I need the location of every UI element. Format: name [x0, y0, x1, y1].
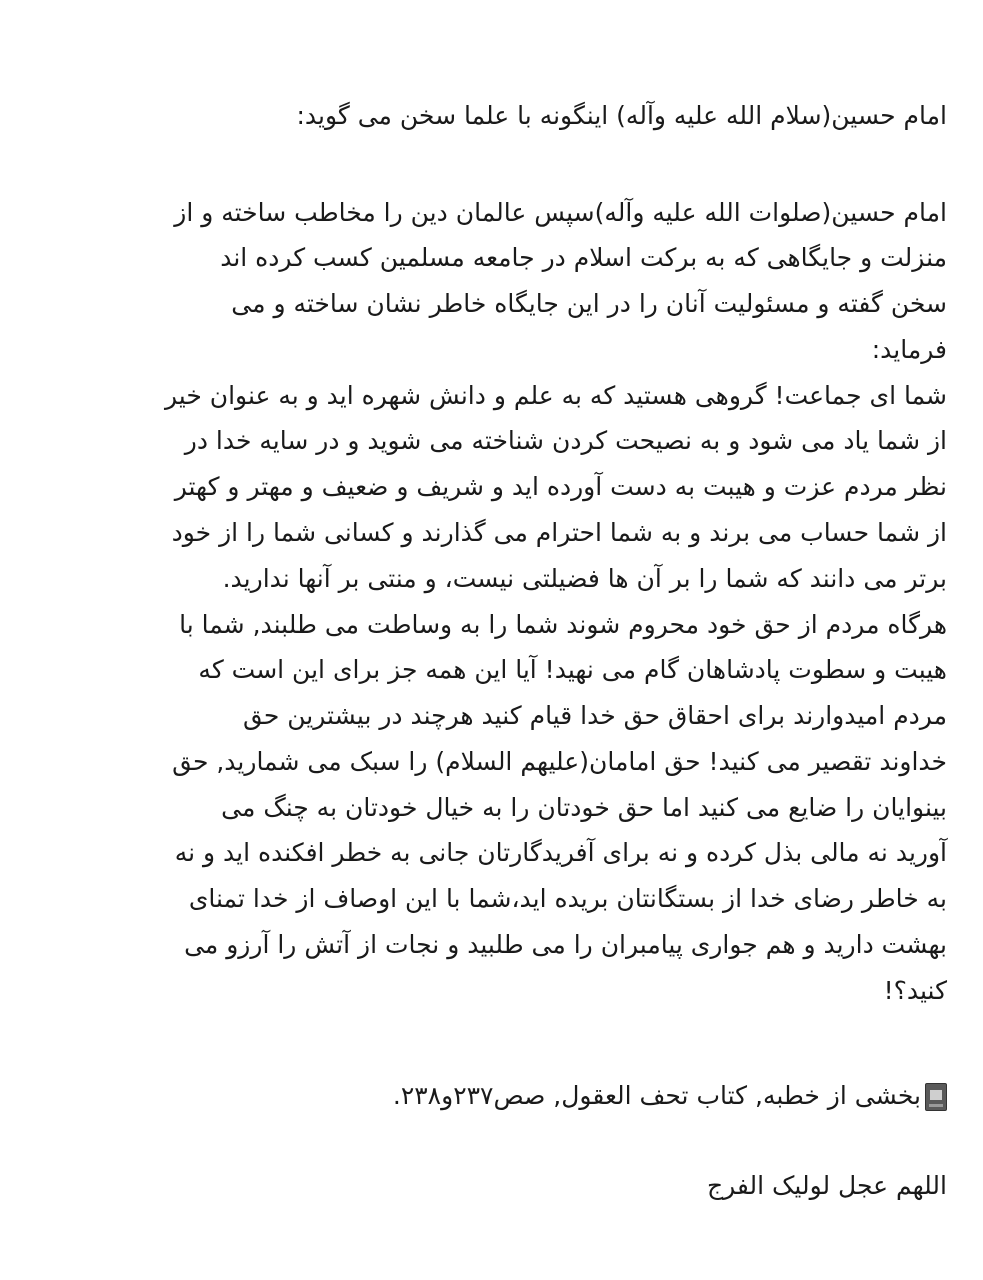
body-line: مردم امیدوارند برای احقاق حق خدا قیام کنید هرچند در بیشترین حق — [243, 701, 947, 730]
body-line: خداوند تقصیر می کنید! حق امامان(علیهم السلام) را سبک می شمارید, حق — [172, 747, 947, 776]
book-icon — [925, 1083, 947, 1111]
closing-prayer: اللهم عجل لولیک الفرج — [706, 1171, 947, 1200]
source-text: بخشی از خطبه, کتاب تحف العقول, صص۲۳۷و۲۳۸. — [392, 1081, 921, 1110]
body-line: آورید نه مالی بذل کرده و نه برای آفریدگارتان جانی به خطر افکنده اید و نه — [174, 838, 947, 867]
body-line: کنید؟! — [883, 976, 947, 1005]
body-line: از شما یاد می شود و به نصیحت کردن شناخته می شوید و در سایه خدا در — [184, 426, 947, 455]
body-line: منزلت و جایگاهی که به برکت اسلام در جامعه مسلمین کسب کرده اند — [220, 243, 947, 272]
body-line: بینوایان را ضایع می کنید اما حق خودتان را به خیال خودتان به چنگ می — [221, 793, 947, 822]
source-citation — [30, 1076, 947, 1116]
body-line: شما ای جماعت! گروهی هستید که به علم و دانش شهره اید و به عنوان خیر — [164, 381, 947, 410]
body-line: فرماید: — [871, 335, 947, 364]
heading-text: امام حسین(سلام الله علیه وآله) اینگونه با علما سخن می گوید: — [296, 101, 947, 130]
body-line: برتر می دانند که شما را بر آن ها فضیلتی نیست، و منتی بر آنها ندارید. — [222, 564, 947, 593]
document-page — [30, 0, 953, 1280]
body-line: امام حسین(صلوات الله علیه وآله)سپس عالمان دین را مخاطب ساخته و از — [174, 198, 947, 227]
body-line: سخن گفته و مسئولیت آنان را در این جایگاه خاطر نشان ساخته و می — [231, 289, 947, 318]
body-line: بهشت دارید و هم جواری پیامبران را می طلبید و نجات از آتش را آرزو می — [184, 930, 947, 959]
body-line: هرگاه مردم از حق خود محروم شوند شما را به وساطت می طلبند, شما با — [179, 610, 947, 639]
body-line: به خاطر رضای خدا از بستگانتان بریده اید،شما با این اوصاف از خدا تمنای — [188, 884, 947, 913]
body-line: هیبت و سطوت پادشاهان گام می نهید! آیا این همه جز برای این است که — [198, 655, 947, 684]
body-line: از شما حساب می برند و به شما احترام می گذارند و کسانی شما را از خود — [171, 518, 947, 547]
body-line: نظر مردم عزت و هیبت به دست آورده اید و شریف و ضعیف و مهتر و کهتر — [174, 472, 947, 501]
